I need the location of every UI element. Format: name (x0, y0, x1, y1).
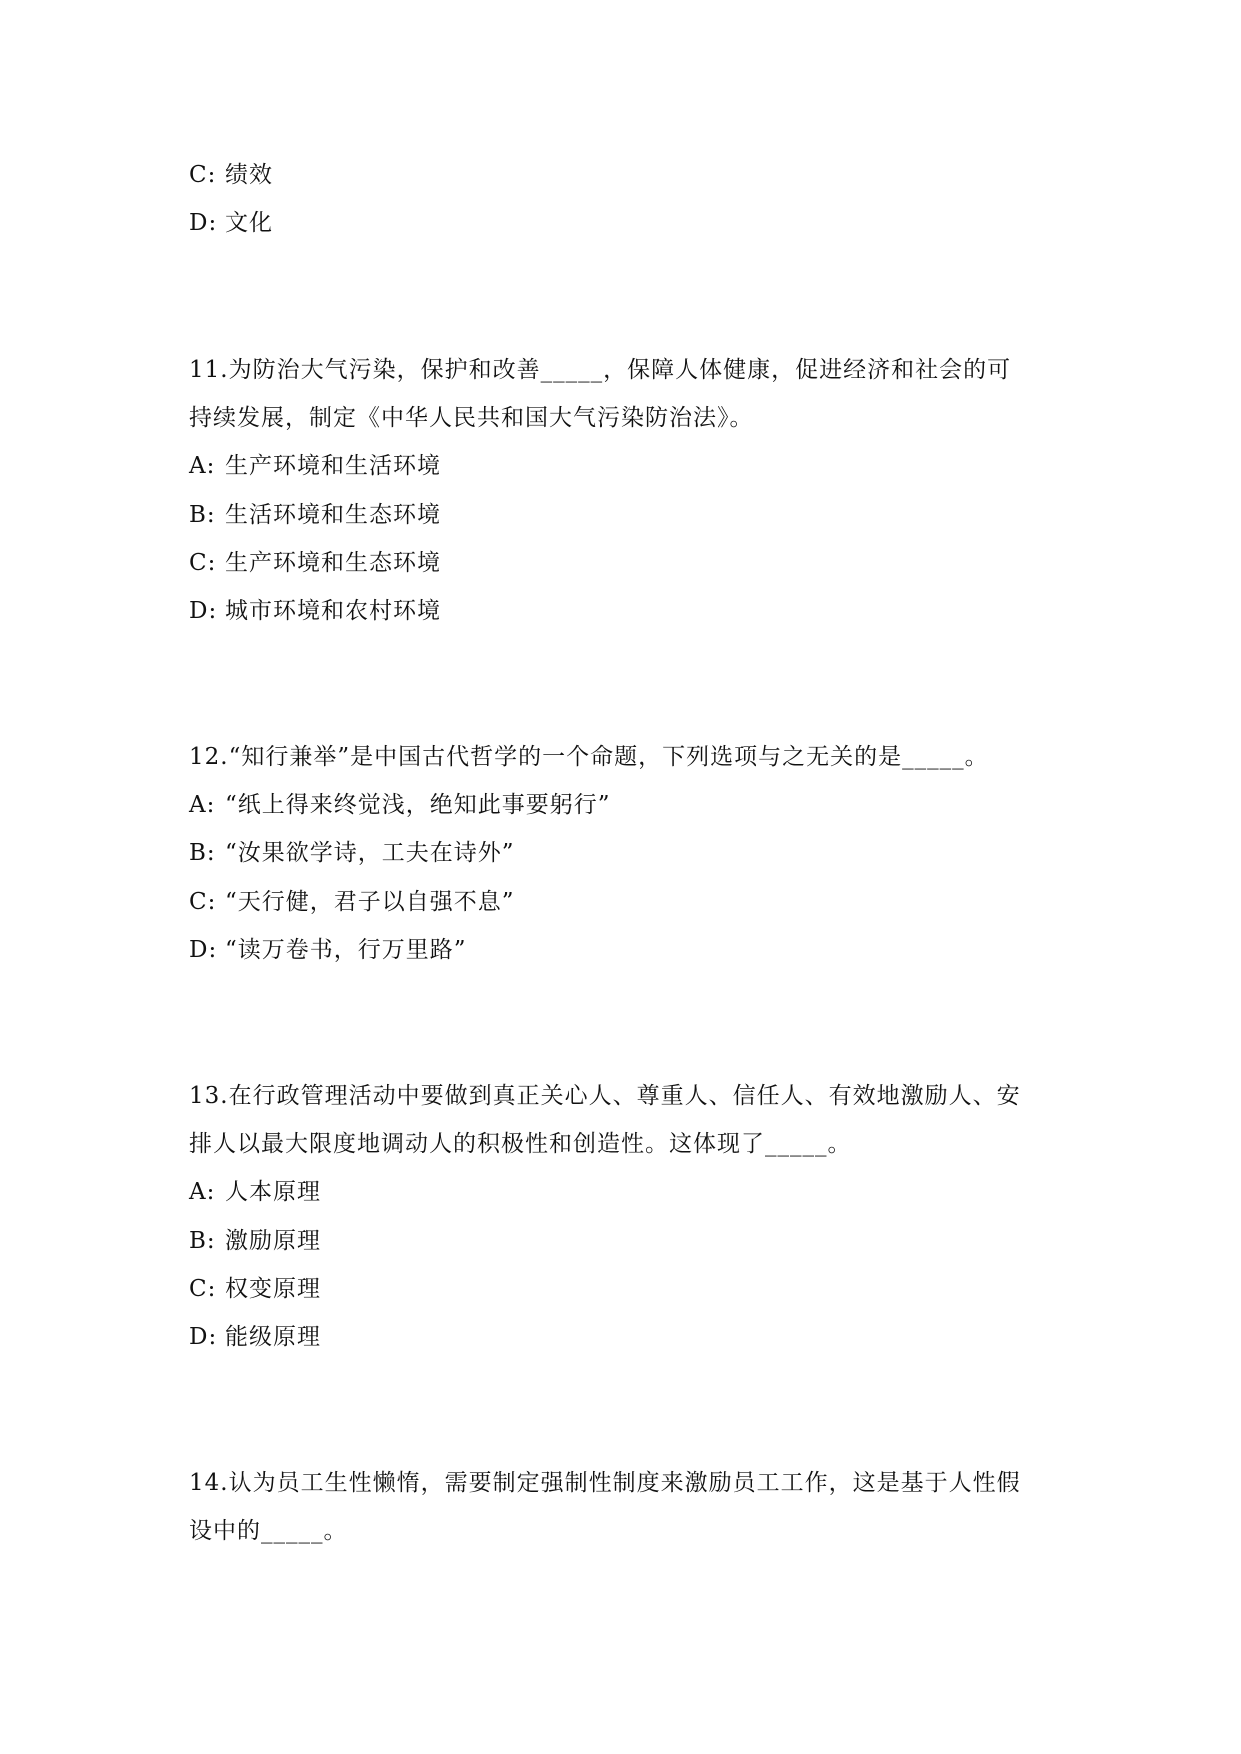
q11-option-c (189, 548, 441, 578)
q14-stem-line2: 设中的_____。 (189, 1518, 348, 1544)
q10-option-d (189, 208, 273, 238)
option-letter: D: (189, 210, 218, 236)
option-text: 能级原理 (225, 1324, 321, 1350)
option-letter: D: (189, 1324, 218, 1350)
option-text: 人本原理 (225, 1179, 321, 1205)
option-letter: A: (189, 1179, 216, 1205)
option-letter: A: (189, 453, 216, 479)
option-letter: B: (189, 502, 216, 528)
q11-stem-line2: 持续发展，制定《中华人民共和国大气污染防治法》。 (189, 405, 754, 431)
option-text: 激励原理 (225, 1228, 321, 1254)
option-letter: B: (189, 1228, 216, 1254)
option-text: “读万卷书，行万里路” (225, 937, 467, 963)
option-text: 生产环境和生态环境 (225, 550, 441, 576)
option-letter: D: (189, 937, 218, 963)
q11-stem-line1: 11.为防治大气污染，保护和改善_____，保障人体健康，促进经济和社会的可 (189, 357, 1012, 383)
option-text: 文化 (225, 210, 273, 236)
q13-option-d (189, 1322, 321, 1352)
option-text: 绩效 (225, 162, 273, 188)
option-letter: C: (189, 1276, 217, 1302)
option-letter: A: (189, 792, 216, 818)
option-letter: C: (189, 162, 217, 188)
q12-option-b (189, 838, 515, 868)
option-letter: D: (189, 598, 218, 624)
q13-option-a (189, 1177, 321, 1207)
option-letter: C: (189, 889, 217, 915)
q13-stem-line2: 排人以最大限度地调动人的积极性和创造性。这体现了_____。 (189, 1131, 852, 1157)
q13-stem-line1: 13.在行政管理活动中要做到真正关心人、尊重人、信任人、有效地激励人、安 (189, 1083, 1021, 1109)
option-text: 生产环境和生活环境 (225, 453, 441, 479)
option-letter: B: (189, 840, 216, 866)
q13-option-c (189, 1274, 321, 1304)
q12-option-a (189, 790, 611, 820)
q12-stem-line1: 12.“知行兼举”是中国古代哲学的一个命题，下列选项与之无关的是_____。 (189, 744, 989, 770)
q13-option-b (189, 1226, 321, 1256)
q11-option-d (189, 596, 441, 626)
option-text: 生活环境和生态环境 (225, 502, 441, 528)
q11-option-a (189, 451, 441, 481)
option-letter: C: (189, 550, 217, 576)
option-text: “纸上得来终觉浅，绝知此事要躬行” (225, 792, 611, 818)
q11-option-b (189, 500, 441, 530)
q12-option-c (189, 887, 515, 917)
option-text: 权变原理 (225, 1276, 321, 1302)
option-text: “汝果欲学诗，工夫在诗外” (225, 840, 515, 866)
option-text: “天行健，君子以自强不息” (225, 889, 515, 915)
option-text: 城市环境和农村环境 (225, 598, 441, 624)
q14-stem-line1: 14.认为员工生性懒惰，需要制定强制性制度来激励员工工作，这是基于人性假 (189, 1470, 1021, 1496)
q12-option-d (189, 935, 467, 965)
q10-option-c (189, 160, 273, 190)
